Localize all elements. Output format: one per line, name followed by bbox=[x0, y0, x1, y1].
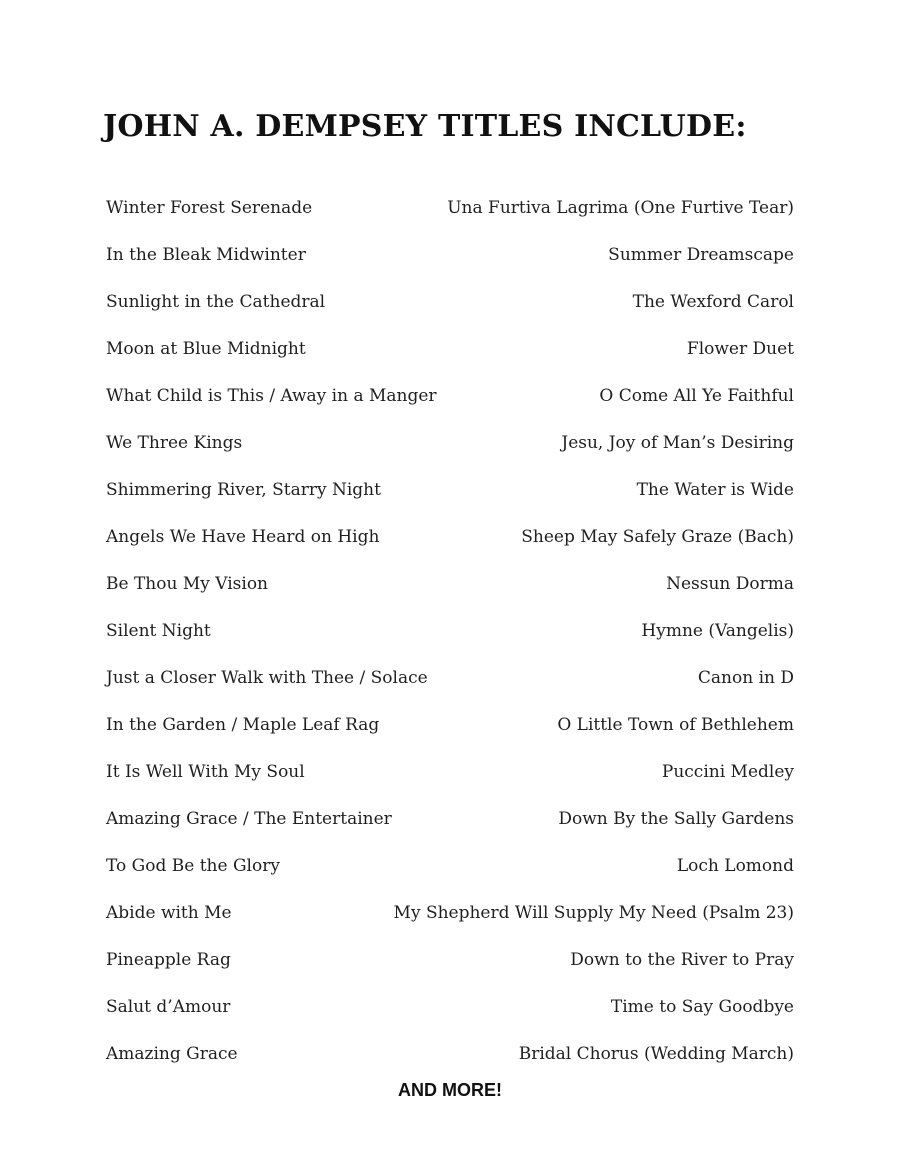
title-left: It Is Well With My Soul bbox=[106, 761, 305, 782]
page-title: JOHN A. DEMPSEY TITLES INCLUDE: bbox=[103, 109, 747, 144]
title-row bbox=[106, 466, 794, 513]
title-right: Canon in D bbox=[697, 667, 794, 688]
title-row bbox=[106, 419, 794, 466]
title-row bbox=[106, 184, 794, 231]
title-right: Nessun Dorma bbox=[666, 573, 794, 594]
title-left: Just a Closer Walk with Thee / Solace bbox=[106, 667, 428, 688]
title-row bbox=[106, 795, 794, 842]
title-right: Time to Say Goodbye bbox=[610, 996, 794, 1017]
title-right: Puccini Medley bbox=[661, 761, 794, 782]
title-left: Pineapple Rag bbox=[106, 949, 231, 970]
title-right: Down to the River to Pray bbox=[570, 949, 794, 970]
title-left: In the Bleak Midwinter bbox=[106, 244, 306, 265]
title-row bbox=[106, 231, 794, 278]
title-right: Down By the Sally Gardens bbox=[558, 808, 794, 829]
title-row bbox=[106, 278, 794, 325]
title-row bbox=[106, 842, 794, 889]
title-left: Sunlight in the Cathedral bbox=[106, 291, 326, 312]
title-row bbox=[106, 513, 794, 560]
title-row bbox=[106, 889, 794, 936]
title-right: Flower Duet bbox=[686, 338, 794, 359]
titles-list bbox=[106, 184, 794, 1077]
title-left: Moon at Blue Midnight bbox=[106, 338, 306, 359]
title-left: Amazing Grace bbox=[106, 1043, 238, 1064]
title-row bbox=[106, 701, 794, 748]
title-left: Angels We Have Heard on High bbox=[106, 526, 380, 547]
title-row bbox=[106, 325, 794, 372]
title-right: Summer Dreamscape bbox=[608, 244, 794, 265]
title-left: In the Garden / Maple Leaf Rag bbox=[106, 714, 380, 735]
title-row bbox=[106, 1030, 794, 1077]
title-left: Silent Night bbox=[106, 620, 211, 641]
title-left: Amazing Grace / The Entertainer bbox=[106, 808, 392, 829]
and-more-footer: AND MORE! bbox=[398, 1080, 502, 1100]
title-left: Abide with Me bbox=[106, 902, 232, 923]
title-left: Winter Forest Serenade bbox=[106, 197, 313, 218]
title-right: Una Furtiva Lagrima (One Furtive Tear) bbox=[447, 197, 794, 218]
title-left: To God Be the Glory bbox=[106, 855, 280, 876]
title-right: My Shepherd Will Supply My Need (Psalm 23) bbox=[393, 902, 794, 923]
title-right: O Little Town of Bethlehem bbox=[557, 714, 794, 735]
title-right: O Come All Ye Faithful bbox=[599, 385, 794, 406]
title-row bbox=[106, 748, 794, 795]
title-right: The Wexford Carol bbox=[632, 291, 794, 312]
title-left: Salut d’Amour bbox=[106, 996, 231, 1017]
title-row bbox=[106, 372, 794, 419]
title-left: Be Thou My Vision bbox=[106, 573, 269, 594]
title-left: What Child is This / Away in a Manger bbox=[106, 385, 437, 406]
title-row bbox=[106, 607, 794, 654]
title-right: Loch Lomond bbox=[676, 855, 794, 876]
title-left: We Three Kings bbox=[106, 432, 243, 453]
title-row bbox=[106, 983, 794, 1030]
title-right: Sheep May Safely Graze (Bach) bbox=[521, 526, 794, 547]
title-right: Jesu, Joy of Man’s Desiring bbox=[561, 432, 794, 453]
title-row bbox=[106, 936, 794, 983]
title-right: Hymne (Vangelis) bbox=[641, 620, 794, 641]
title-right: Bridal Chorus (Wedding March) bbox=[518, 1043, 794, 1064]
title-row bbox=[106, 654, 794, 701]
title-row bbox=[106, 560, 794, 607]
title-right: The Water is Wide bbox=[636, 479, 794, 500]
title-left: Shimmering River, Starry Night bbox=[106, 479, 381, 500]
